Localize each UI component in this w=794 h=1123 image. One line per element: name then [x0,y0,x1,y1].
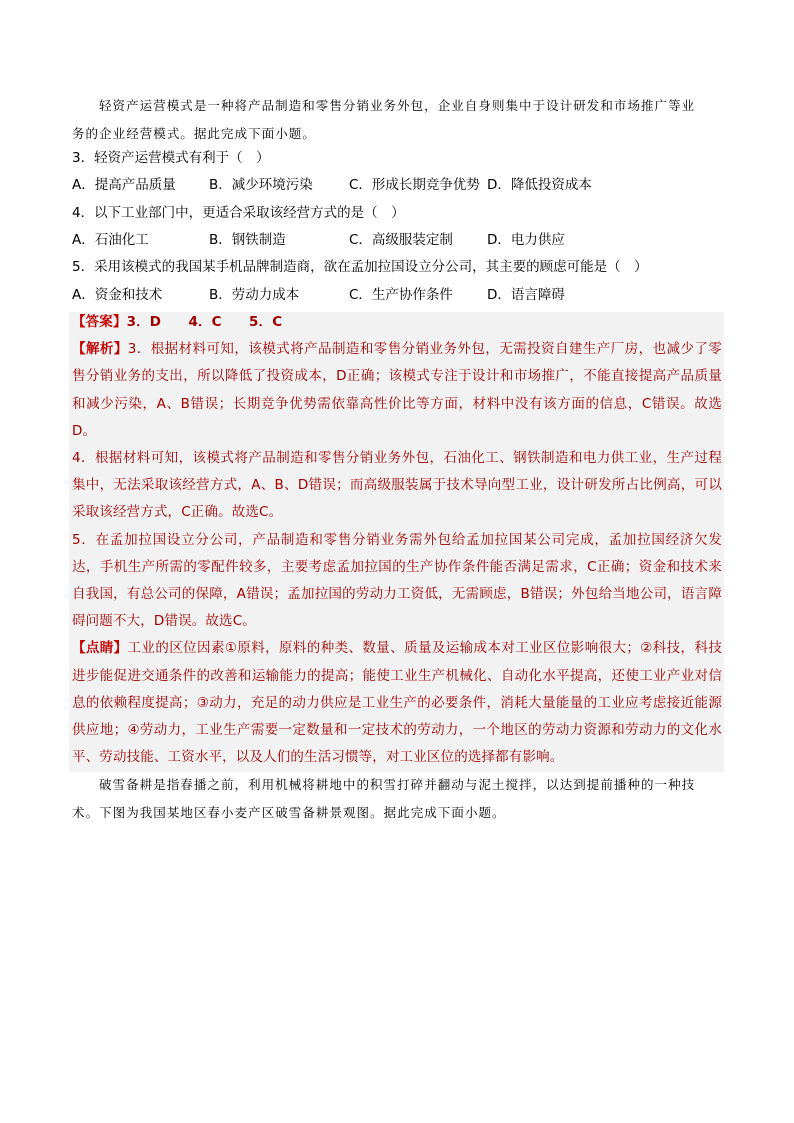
passage-intro-light-asset [72,92,724,148]
q4-option-d: D．电力供应 [487,232,565,248]
question-4-stem: 4．以下工业部门中，更适合采取该经营方式的是（ ） [72,205,405,221]
question-3-stem: 3．轻资产运营模式有利于（ ） [72,150,270,166]
analysis-q3 [72,336,722,445]
analysis-q4: 4．根据材料可知，该模式将产品制造和零售分销业务外包，石油化工、钢铁制造和电力供工业，生产过程集中，无法采取该经营方式，A、B、D错误；而高级服装属于技术导向型工业，设计研发所占比例高，可以采取该经营方式，C正确。故选C。 [72,450,722,521]
answer-value: 3．D 4．C 5．C [126,314,283,330]
q3-option-c: C．形成长期竞争优势 [349,177,480,193]
intro-line-1: 轻资产运营模式是一种将产品制造和零售分销业务外包，企业自身则集中于设计研发和市场推广等业 [99,98,696,113]
q3-option-d: D．降低投资成本 [487,177,592,193]
tip-label: 【点睛】 [72,640,128,657]
q4-option-b: B．钢铁制造 [209,232,286,248]
q4-option-a: A．石油化工 [72,232,149,248]
q4-option-c: C．高级服装定制 [349,232,453,248]
q5-option-d: D．语言障碍 [487,287,565,303]
answer-line [72,309,722,336]
q5-option-b: B．劳动力成本 [209,287,300,303]
question-5-stem: 5．采用该模式的我国某手机品牌制造商，欲在孟加拉国设立分公司，其主要的顾虑可能是（ ） [72,259,648,275]
intro2-line-2: 术。下图为我国某地区春小麦产区破雪备耕景观图。据此完成下面小题。 [72,805,506,820]
tip-paragraph [72,635,722,771]
tip-text: 工业的区位因素①原料，原料的种类、数量、质量及运输成本对工业区位影响很大；②科技，科技进步能促进交通条件的改善和运输能力的提高；能使工业生产机械化、自动化水平提高，还使工业产业对信息的依赖程度提高；③动力，充足的动力供应是工业生产的必要条件，消耗大量能量的工业应考虑接近能源供应地；④劳动力，工业生产需要一定数量和一定技术的劳动力，一个地区的劳动力资源和劳动力的文化水平、劳动技能、工资水平，以及人们的生活习惯等，对工业区位的选择都有影响。 [72,640,722,766]
answer-label: 【答案】 [72,314,127,330]
q5-option-c: C．生产协作条件 [349,287,453,303]
analysis-q5: 5．在孟加拉国设立分公司，产品制造和零售分销业务需外包给孟加拉国某公司完成，孟加拉国经济欠发达，手机生产所需的零配件较多，主要考虑孟加拉国的生产协作条件能否满足需求，C正确；资金和技术来自我国，有总公司的保障，A错误；孟加拉国的劳动力工资低，无需顾虑，B错误；外包给当地公司，语言障碍问题不大，D错误。故选C。 [72,531,722,630]
passage-intro-snow-tillage [72,771,724,827]
q3-option-b: B．减少环境污染 [209,177,313,193]
q3-option-a: A．提高产品质量 [72,177,176,193]
analysis-q3-text: 3．根据材料可知，该模式将产品制造和零售分销业务外包，无需投资自建生产厂房，也减少了零售分销业务的支出，所以降低了投资成本，D正确；该模式专注于设计和市场推广，不能直接提高产品质量和减少污染，A、B错误；长期竞争优势需依靠高性价比等方面，材料中没有该方面的信息，C错误。故选D。 [72,341,722,439]
intro-line-2: 务的企业经营模式。据此完成下面小题。 [72,126,316,141]
question-5-options [72,282,732,308]
question-3-options [72,172,732,198]
intro2-line-1: 破雪备耕是指春播之前，利用机械将耕地中的积雪打碎并翻动与泥土搅拌，以达到提前播种的一种技 [99,777,696,792]
analysis-label: 【解析】 [72,341,128,358]
q5-option-a: A．资金和技术 [72,287,163,303]
question-4-options [72,227,732,253]
answer-analysis-section [72,309,722,771]
